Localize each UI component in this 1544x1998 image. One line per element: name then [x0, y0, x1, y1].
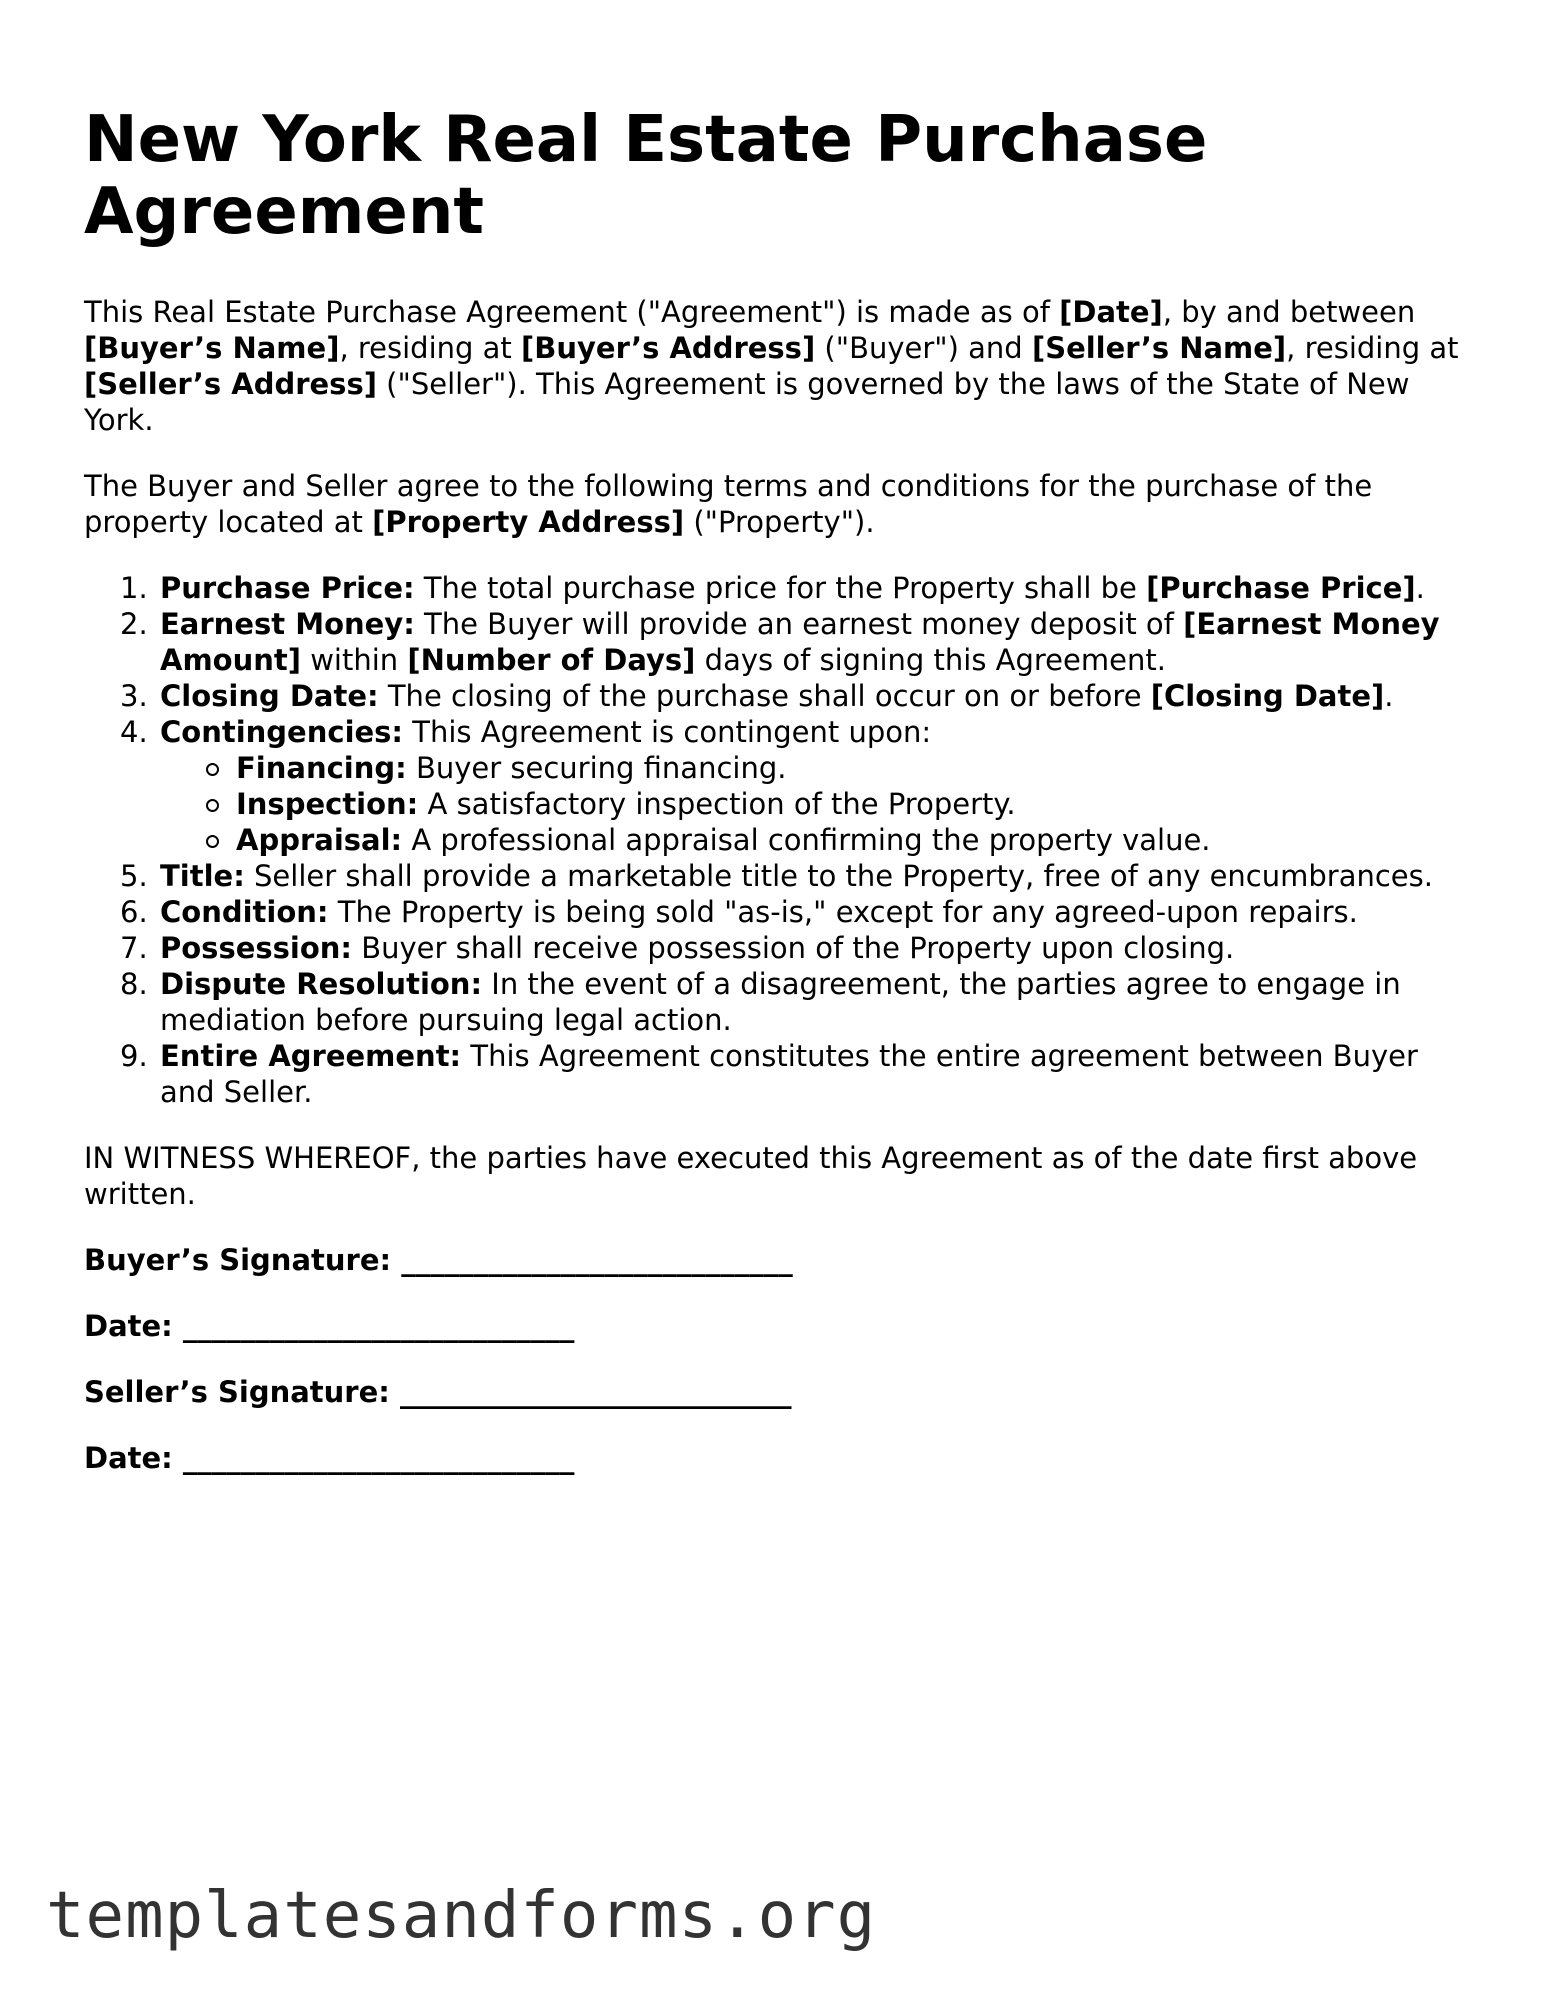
terms-list	[84, 570, 1464, 1110]
property-paragraph: The Buyer and Seller agree to the following terms and conditions for the purchase of the property located at [Property Address] ("Property").	[84, 469, 1373, 539]
intro-paragraph: This Real Estate Purchase Agreement ("Agreement") is made as of [Date], by and between [Buyer’s Name], residing at [Buyer’s Address] ("Buyer") and [Seller’s Name], residing at [Seller’s Address] ("Seller"). This Agreement is governed by the laws of the State of New York.	[84, 295, 1459, 437]
circle-bullet-icon	[206, 835, 219, 848]
earnest-money-field: [Earnest Money Amount]	[160, 607, 1440, 677]
list-item: 3. Closing Date: The closing of the purchase shall occur on or before [Closing Date].	[120, 679, 1394, 713]
seller-name-field: [Seller’s Name]	[1031, 331, 1287, 365]
seller-address-field: [Seller’s Address]	[84, 367, 377, 401]
list-item: Appraisal: A professional appraisal confirming the property value.	[236, 822, 1464, 858]
seller-signature-line[interactable]: Seller’s Signature: ___________________________	[84, 1375, 792, 1409]
circle-bullet-icon	[206, 763, 219, 776]
list-item: 4. Contingencies: This Agreement is contingent upon: Financing: Buyer securing financing. Inspection: A satisfactory inspection of the Property. Appraisal: A professional appraisal confirming the property value.	[160, 714, 1464, 858]
list-item: Financing: Buyer securing financing.	[236, 750, 1464, 786]
page-title: New York Real Estate Purchase Agreement	[84, 103, 1208, 249]
list-item: 9. Entire Agreement: This Agreement constitutes the entire agreement between Buyer and Seller.	[120, 1039, 1418, 1109]
property-address-field: [Property Address]	[372, 505, 685, 539]
closing-date-field: [Closing Date]	[1150, 679, 1385, 713]
list-item: Inspection: A satisfactory inspection of the Property.	[236, 786, 1464, 822]
number-of-days-field: [Number of Days]	[407, 643, 696, 677]
document-page	[84, 104, 1464, 1506]
contingencies-list	[160, 750, 1464, 858]
date-field: [Date]	[1059, 295, 1163, 329]
watermark: templatesandforms.org	[46, 1879, 877, 1953]
purchase-price-field: [Purchase Price]	[1146, 571, 1416, 605]
buyer-signature-line[interactable]: Buyer’s Signature: ___________________________	[84, 1243, 793, 1277]
list-item: 7. Possession: Buyer shall receive possession of the Property upon closing.	[120, 931, 1235, 965]
buyer-address-field: [Buyer’s Address]	[521, 331, 816, 365]
witness-paragraph: IN WITNESS WHEREOF, the parties have executed this Agreement as of the date first above written.	[84, 1141, 1418, 1211]
list-item: 5. Title: Seller shall provide a marketable title to the Property, free of any encumbrances.	[120, 859, 1433, 893]
seller-date-line[interactable]: Date: ___________________________	[84, 1441, 575, 1475]
list-item: 8. Dispute Resolution: In the event of a disagreement, the parties agree to engage in mediation before pursuing legal action.	[120, 967, 1401, 1037]
buyer-name-field: [Buyer’s Name]	[84, 331, 340, 365]
list-item: 1. Purchase Price: The total purchase price for the Property shall be [Purchase Price].	[120, 571, 1425, 605]
circle-bullet-icon	[206, 799, 219, 812]
list-item: 2. Earnest Money: The Buyer will provide an earnest money deposit of [Earnest Money Amount] within [Number of Days] days of signing this Agreement.	[120, 607, 1440, 677]
list-item: 6. Condition: The Property is being sold "as-is," except for any agreed-upon repairs.	[120, 895, 1358, 929]
buyer-date-line[interactable]: Date: ___________________________	[84, 1309, 575, 1343]
